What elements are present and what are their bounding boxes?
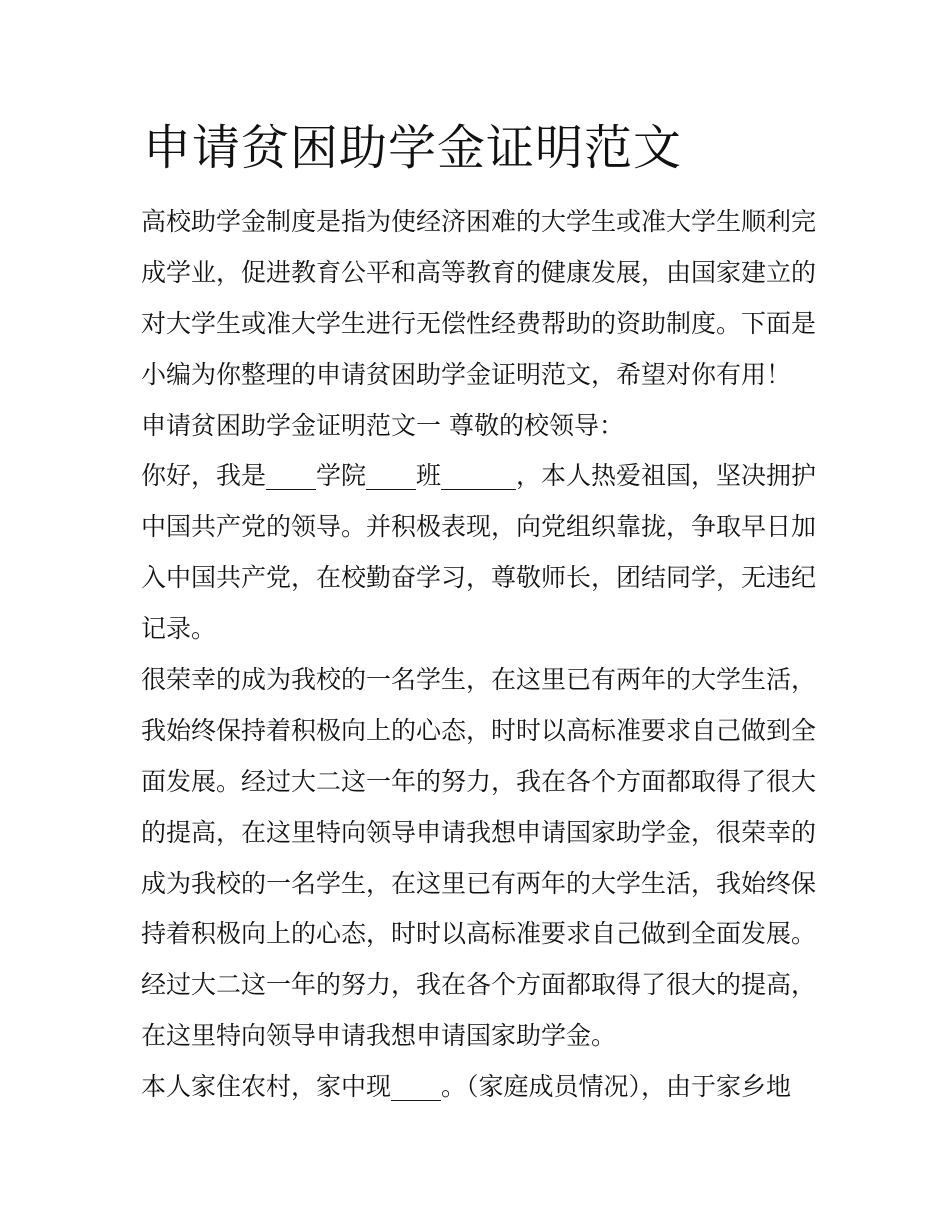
document-title: 申请贫困助学金证明范文: [143, 120, 683, 176]
text-line: 本人家住农村，家中现____。（家庭成员情况），由于家乡地: [141, 1072, 792, 1102]
text-line: 你好，我是____学院____班______，本人热爱祖国，坚决拥护: [141, 461, 817, 491]
text-line: 入中国共产党，在校勤奋学习，尊敬师长，团结同学，无违纪: [141, 563, 817, 593]
text-line: 成为我校的一名学生，在这里已有两年的大学生活，我始终保: [141, 868, 817, 898]
text-line: 成学业，促进教育公平和高等教育的健康发展，由国家建立的: [141, 257, 817, 287]
text-line: 很荣幸的成为我校的一名学生，在这里已有两年的大学生活，: [141, 665, 817, 695]
text-line: 中国共产党的领导。并积极表现，向党组织靠拢，争取早日加: [141, 512, 817, 542]
text-line: 持着积极向上的心态，时时以高标准要求自己做到全面发展。: [141, 919, 817, 949]
text-line: 经过大二这一年的努力，我在各个方面都取得了很大的提高，: [141, 970, 817, 1000]
text-line: 记录。: [141, 614, 217, 644]
text-line: 的提高，在这里特向领导申请我想申请国家助学金，很荣幸的: [141, 817, 817, 847]
text-line: 小编为你整理的申请贫困助学金证明范文，希望对你有用！: [141, 359, 792, 389]
text-line: 高校助学金制度是指为使经济困难的大学生或准大学生顺利完: [141, 207, 817, 236]
text-line: 对大学生或准大学生进行无偿性经费帮助的资助制度。下面是: [141, 308, 817, 338]
document-body: [141, 197, 821, 1113]
text-line: 面发展。经过大二这一年的努力，我在各个方面都取得了很大: [141, 766, 817, 796]
text-line: 在这里特向领导申请我想申请国家助学金。: [141, 1021, 617, 1051]
text-line: 申请贫困助学金证明范文一 尊敬的校领导：: [141, 410, 624, 440]
text-line: 我始终保持着积极向上的心态，时时以高标准要求自己做到全: [141, 715, 817, 745]
